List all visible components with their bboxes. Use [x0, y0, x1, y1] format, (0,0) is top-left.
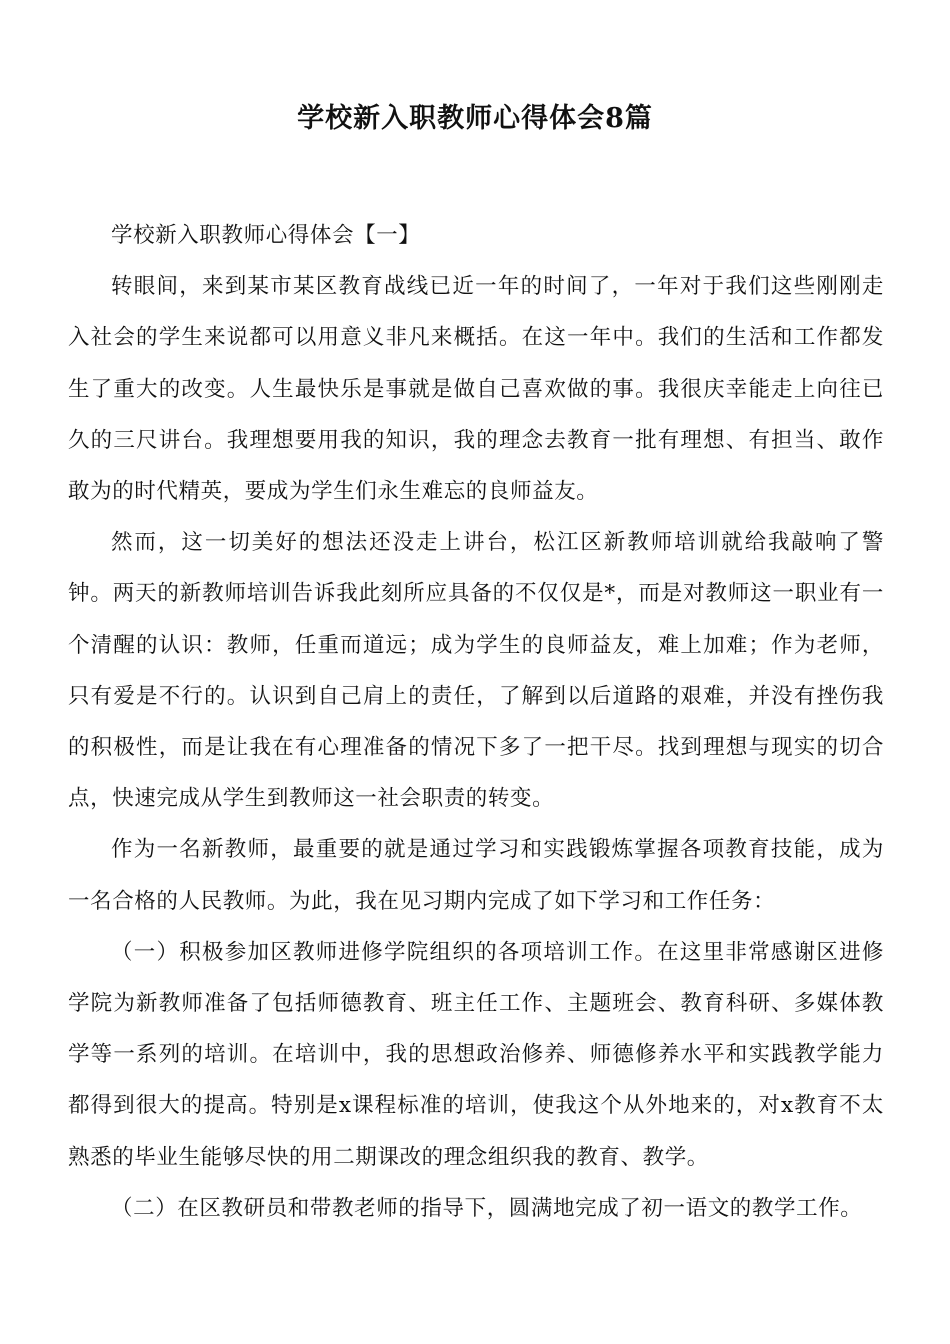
paragraph-3: 作为一名新教师，最重要的就是通过学习和实践锻炼掌握各项教育技能，成为一名合格的人民教师。为此，我在见习期内完成了如下学习和工作任务： [68, 837, 884, 914]
document-body [68, 210, 884, 1234]
paragraph-5: （二）在区教研员和带教老师的指导下，圆满地完成了初一语文的教学工作。 [111, 1195, 863, 1221]
paragraph-2: 然而，这一切美好的想法还没走上讲台，松江区新教师培训就给我敲响了警钟。两天的新教师培训告诉我此刻所应具备的不仅仅是*，而是对教师这一职业有一个清醒的认识：教师，任重而道远；成为学生的良师益友，难上加难；作为老师，只有爱是不行的。认识到自己肩上的责任，了解到以后道路的艰难，并没有挫伤我的积极性，而是让我在有心理准备的情况下多了一把干尽。找到理想与现实的切合点，快速完成从学生到教师这一社会职责的转变。 [68, 530, 884, 812]
document-title: 学校新入职教师心得体会8篇 [297, 103, 653, 134]
paragraph-1: 转眼间，来到某市某区教育战线已近一年的时间了，一年对于我们这些刚刚走入社会的学生来说都可以用意义非凡来概括。在这一年中。我们的生活和工作都发生了重大的改变。人生最快乐是事就是做自己喜欢做的事。我很庆幸能走上向往已久的三尺讲台。我理想要用我的知识，我的理念去教育一批有理想、有担当、敢作敢为的时代精英，要成为学生们永生难忘的良师益友。 [68, 274, 884, 505]
paragraph-4: （一）积极参加区教师进修学院组织的各项培训工作。在这里非常感谢区进修学院为新教师准备了包括师德教育、班主任工作、主题班会、教育科研、多媒体教学等一系列的培训。在培训中，我的思想政治修养、师德修养水平和实践教学能力都得到很大的提高。特别是x课程标准的培训，使我这个从外地来的，对x教育不太熟悉的毕业生能够尽快的用二期课改的理念组织我的教育、教学。 [68, 939, 884, 1170]
section-heading: 学校新入职教师心得体会【一】 [111, 223, 421, 248]
